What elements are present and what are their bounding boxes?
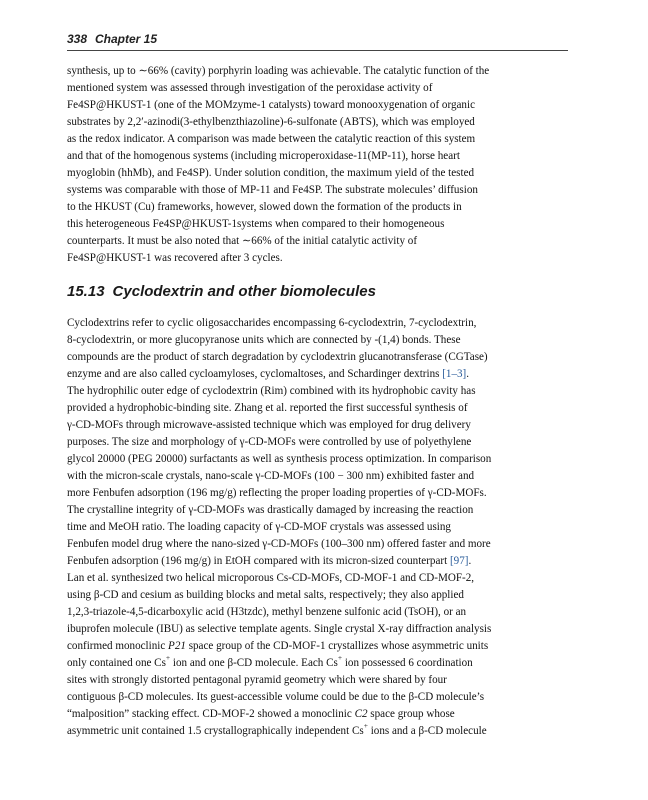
text-line: purposes. The size and morphology of γ-CD-MOFs were controlled by use of polyethylene [67, 436, 472, 448]
paragraph-continued [67, 63, 568, 267]
text-line: using β-CD and cesium as building blocks and metal salts, respectively; they also applied [67, 589, 464, 601]
text-line: ibuprofen molecule (IBU) as selective template agents. Single crystal X-ray diffraction analysis [67, 623, 492, 635]
section-heading [67, 283, 376, 300]
text-line: myoglobin (hhMb), and Fe4SP). Under solution condition, the maximum yield of the tested [67, 167, 475, 179]
chapter-label: Chapter 15 [95, 32, 158, 46]
text-line: provided a hydrophobic-binding site. Zhang et al. reported the first successful synthesis of [67, 402, 468, 414]
line-end: . [468, 555, 472, 567]
text-line: The crystalline integrity of γ-CD-MOFs was drastically damaged by increasing the reaction [67, 504, 474, 516]
line-text: confirmed monoclinic [67, 640, 169, 652]
citation-link[interactable]: [1–3] [442, 368, 467, 380]
line-text: asymmetric unit contained 1.5 crystallographically independent Cs [67, 725, 364, 737]
text-line: Fenbufen model drug where the nano-sized γ-CD-MOFs (100–300 nm) offered faster and more [67, 538, 491, 550]
line-text: only contained one Cs [67, 657, 166, 669]
text-line: Fe4SP@HKUST-1 was recovered after 3 cycles. [67, 252, 283, 264]
text-line: 8-cyclodextrin, or more glucopyranose units which are connected by -(1,4) bonds. These [67, 334, 461, 346]
text-line [67, 723, 568, 740]
text-line: and that of the homogenous systems (including microperoxidase-11(MP-11), horse heart [67, 150, 460, 162]
superscript: + [363, 721, 368, 731]
page-number: 338 [67, 32, 88, 46]
line-text: ion possessed 6 coordination [342, 657, 473, 669]
text-line: time and MeOH ratio. The loading capacity of γ-CD-MOF crystals was assessed using [67, 521, 451, 533]
space-group-italic: C2 [354, 708, 368, 720]
text-line [67, 553, 568, 570]
text-line [67, 706, 568, 723]
text-line: Cyclodextrins refer to cyclic oligosaccharides encompassing 6-cyclodextrin, 7-cyclodextrin, [67, 317, 477, 329]
text-line: γ-CD-MOFs through microwave-assisted technique which was employed for drug delivery [67, 419, 471, 431]
text-line: counterparts. It must be also noted that ∼66% of the initial catalytic activity of [67, 235, 418, 247]
text-line: sites with strongly distorted pentagonal pyramid geometry which were shared by four [67, 674, 447, 686]
text-line [67, 638, 568, 655]
line-text: “malposition” stacking effect. CD-MOF-2 showed a monoclinic [67, 708, 355, 720]
text-line: mentioned system was assessed through investigation of the peroxidase activity of [67, 82, 433, 94]
superscript: + [337, 653, 343, 663]
line-text: space group of the CD-MOF-1 crystallizes whose asymmetric units [185, 640, 489, 652]
text-line [67, 366, 568, 383]
text-line: synthesis, up to ∼66% (cavity) porphyrin loading was achievable. The catalytic function of the [67, 65, 490, 77]
text-line: more Fenbufen adsorption (196 mg/g) reflecting the proper loading properties of γ-CD-MOFs. [67, 487, 487, 499]
line-text: ion and one β-CD molecule. Each Cs [170, 657, 338, 669]
text-line: Lan et al. synthesized two helical microporous Cs-CD-MOFs, CD-MOF-1 and CD-MOF-2, [67, 572, 475, 584]
space-group-italic: P21 [168, 640, 186, 652]
text-line: 1,2,3-triazole-4,5-dicarboxylic acid (H3tzdc), methyl benzene sulfonic acid (TsOH), or an [67, 606, 467, 618]
text-line: glycol 20000 (PEG 20000) surfactants as well as synthesis process optimization. In comparison [67, 453, 492, 465]
text-line [67, 655, 568, 672]
paragraph-cyclodextrin [67, 315, 568, 740]
running-header [67, 30, 568, 51]
text-line: Fe4SP@HKUST-1 (one of the MOMzyme-1 catalysts) toward monooxygenation of organic [67, 99, 475, 111]
superscript: + [165, 653, 171, 663]
section-title: Cyclodextrin and other biomolecules [112, 283, 376, 300]
line-text: Fenbufen adsorption (196 mg/g) in EtOH compared with its micron-sized counterpart [67, 555, 450, 567]
text-line: to the HKUST (Cu) frameworks, however, slowed down the formation of the products in [67, 201, 462, 213]
line-end: . [466, 368, 470, 380]
text-line: systems was comparable with those of MP-11 and Fe4SP. The substrate molecules’ diffusion [67, 184, 478, 196]
line-text: ions and a β-CD molecule [367, 725, 487, 737]
line-text: enzyme and are also called cycloamyloses, cyclomaltoses, and Schardinger dextrins [67, 368, 443, 380]
text-line: contiguous β-CD molecules. Its guest-accessible volume could be due to the β-CD molecule’s [67, 691, 485, 703]
text-line: this heterogeneous Fe4SP@HKUST-1systems when compared to their homogeneous [67, 218, 445, 230]
text-line: substrates by 2,2′-azinodi(3-ethylbenzthiazoline)-6-sulfonate (ABTS), which was employed [67, 116, 475, 128]
text-line: compounds are the product of starch degradation by cyclodextrin glucanotransferase (CGTase) [67, 351, 488, 363]
text-line: The hydrophilic outer edge of cyclodextrin (Rim) combined with its hydrophobic cavity has [67, 385, 476, 397]
section-number: 15.13 [67, 283, 105, 300]
text-line: as the redox indicator. A comparison was made between the catalytic reaction of this system [67, 133, 476, 145]
line-text: space group whose [367, 708, 455, 720]
citation-link[interactable]: [97] [449, 555, 469, 567]
text-line: with the micron-scale crystals, nano-scale γ-CD-MOFs (100 − 300 nm) exhibited faster and [67, 470, 475, 482]
